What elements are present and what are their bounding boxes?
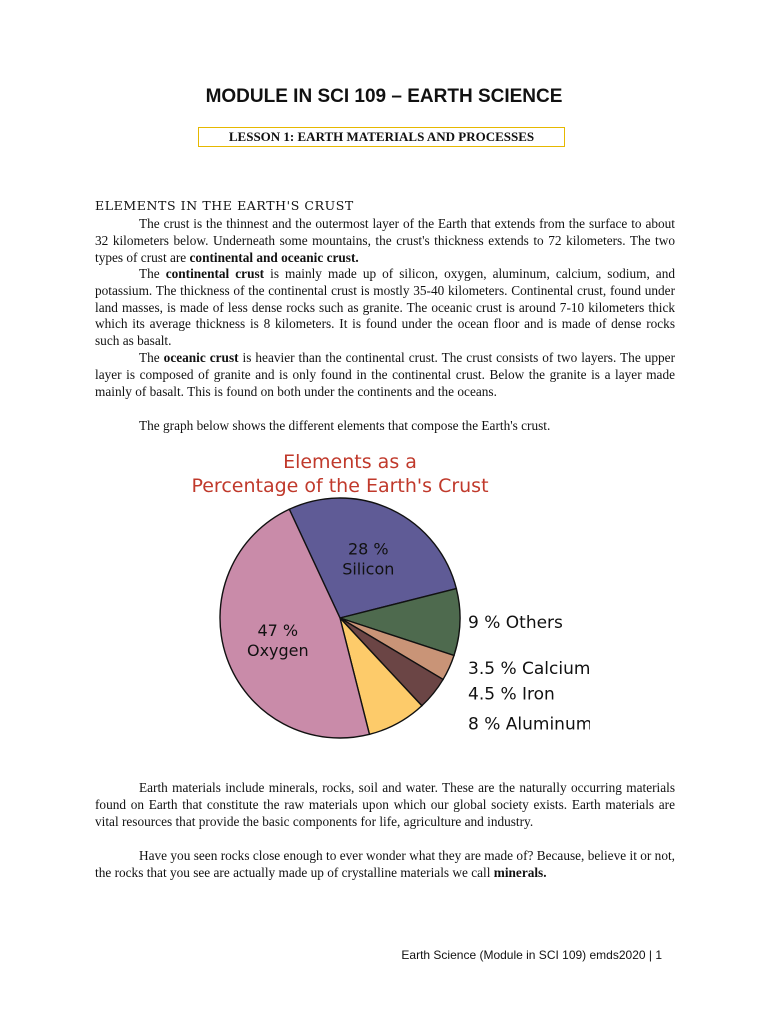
pie-label-name-oxygen: Oxygen <box>246 641 309 661</box>
pie-chart <box>150 440 590 740</box>
pie-label-name-silicon: Silicon <box>342 559 395 579</box>
chart-title-line-1: Elements as a <box>283 451 417 473</box>
page-footer: Earth Science (Module in SCI 109) emds2020 | 1 <box>401 948 662 962</box>
pie-label-pct-oxygen: 47 % <box>257 621 299 641</box>
paragraph-crust-intro: The crust is the thinnest and the outermost layer of the Earth that extends from the surface to about 32 kilometers below. Underneath some mountains, the crust's thickness extends to 72 kilometers. The two types of crust are continental and oceanic crust. <box>95 216 675 265</box>
paragraph-minerals: Have you seen rocks close enough to ever wonder what they are made of? Because, believe it or not, the rocks that you see are actually made up of crystalline materials we call minerals. <box>95 848 675 880</box>
pie-label-others: 9 % Others <box>468 613 563 634</box>
pie-label-calcium: 3.5 % Calcium <box>468 658 590 679</box>
pie-label-aluminum: 8 % Aluminum <box>468 714 590 735</box>
lesson-heading: LESSON 1: EARTH MATERIALS AND PROCESSES <box>198 127 565 147</box>
paragraph-continental-crust: The continental crust is mainly made up of silicon, oxygen, aluminum, calcium, sodium, and potassium. The thickness of the continental crust is mostly 35-40 kilometers. Continental crust, found under land masses, is made of less dense rocks such as granite. The oceanic crust is around 7-10 kilometers thick which its average thickness is 8 kilometers. It is found under the ocean floor and is made of dense rocks such as basalt. <box>95 266 676 349</box>
pie-chart-svg <box>150 440 590 740</box>
chart-title-line-2: Percentage of the Earth's Crust <box>191 475 489 497</box>
page-title: MODULE IN SCI 109 – EARTH SCIENCE <box>205 86 563 107</box>
section-heading: ELEMENTS IN THE EARTH'S CRUST <box>95 198 354 213</box>
paragraph-earth-materials: Earth materials include minerals, rocks, soil and water. These are the naturally occurring materials found on Earth that constitute the raw materials upon which our global society exists. Earth materials are vital resources that provide the basic components for life, agriculture and industry. <box>95 780 675 829</box>
paragraph-oceanic-crust: The oceanic crust is heavier than the continental crust. The crust consists of two layers. The upper layer is composed of granite and is only found in the continental crust. Below the granite is a layer made mainly of basalt. This is found on both under the continents and the oceans. <box>95 350 675 399</box>
paragraph-graph-intro: The graph below shows the different elements that compose the Earth's crust. <box>139 418 551 433</box>
pie-label-pct-silicon: 28 % <box>347 539 389 559</box>
pie-label-iron: 4.5 % Iron <box>468 684 555 705</box>
